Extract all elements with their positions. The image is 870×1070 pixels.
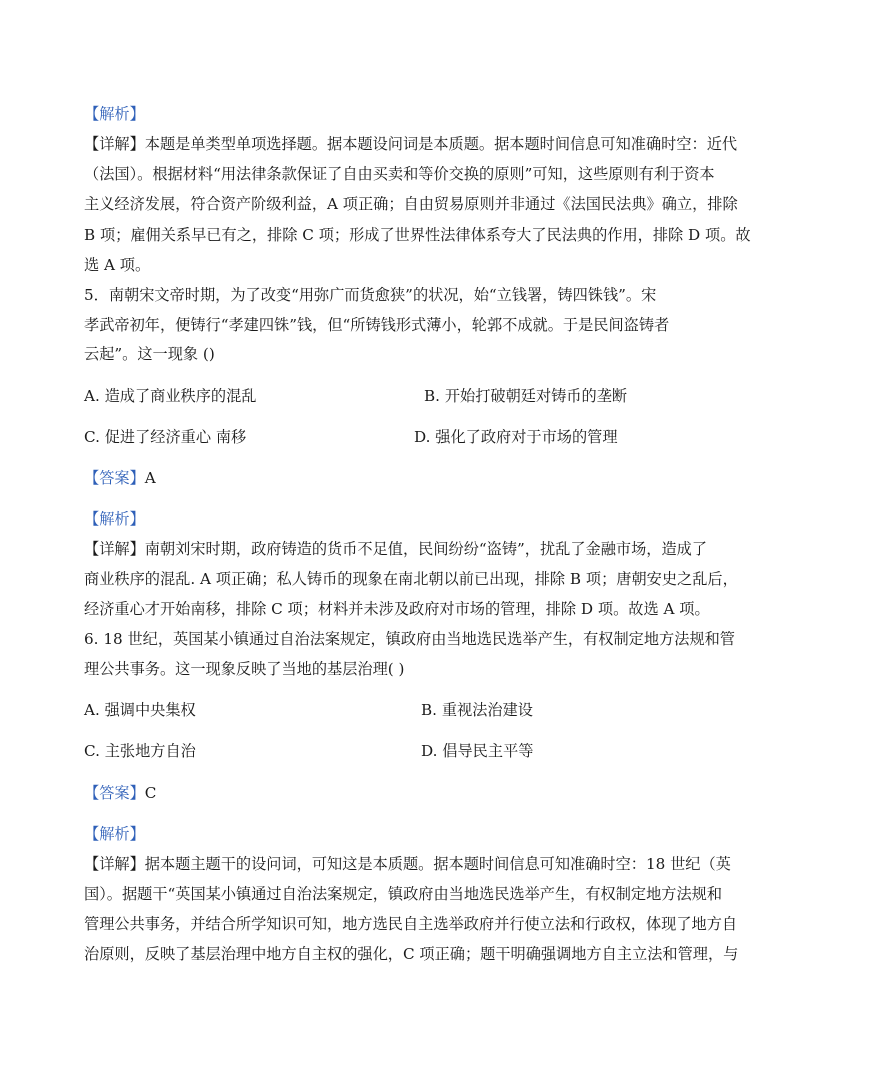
detail-paragraph-line: 国）。据题干“英国某小镇通过自治法案规定，镇政府由当地选民选举产生，有权制定地方法规和 bbox=[84, 885, 723, 903]
option-d: D. 倡导民主平等 bbox=[421, 742, 534, 760]
answer-value: A bbox=[144, 469, 156, 487]
question-stem-line: 6. 18 世纪，英国某小镇通过自治法案规定，镇政府由当地选民选举产生，有权制定地方法规和管 bbox=[84, 630, 735, 648]
answer-label: 【答案】 bbox=[84, 469, 145, 487]
answer-line bbox=[84, 783, 156, 803]
detail-paragraph-line: 主义经济发展，符合资产阶级利益，A 项正确；自由贸易原则并非通过《法国民法典》确立，排除 bbox=[84, 195, 738, 213]
option-a: A. 强调中央集权 bbox=[84, 701, 196, 719]
analysis-label: 【解析】 bbox=[84, 105, 145, 123]
detail-label: 【详解】 bbox=[84, 540, 145, 558]
option-c: C. 主张地方自治 bbox=[84, 742, 196, 760]
detail-paragraph-line: 选 A 项。 bbox=[84, 256, 151, 274]
question-stem-line: 5．南朝宋文帝时期，为了改变“用弥广而货愈狭”的状况，始“立钱署，铸四铢钱”。宋 bbox=[84, 286, 657, 304]
detail-paragraph-line: （法国）。根据材料“用法律条款保证了自由买卖和等价交换的原则”可知，这些原则有利于资本 bbox=[84, 165, 715, 183]
question-stem-line: 理公共事务。这一现象反映了当地的基层治理( ) bbox=[84, 660, 405, 678]
detail-paragraph-line: 管理公共事务，并结合所学知识可知，地方选民自主选举政府并行使立法和行政权，体现了地方自 bbox=[84, 915, 738, 933]
answer-label: 【答案】 bbox=[84, 784, 145, 802]
detail-label: 【详解】 bbox=[84, 855, 145, 873]
detail-paragraph-line: 商业秩序的混乱. A 项正确；私人铸币的现象在南北朝以前已出现，排除 B 项；唐朝安史之乱后， bbox=[84, 570, 738, 588]
analysis-label: 【解析】 bbox=[84, 510, 145, 528]
question-stem-line: 云起”。这一现象 () bbox=[84, 345, 215, 363]
answer-value: C bbox=[144, 784, 157, 802]
analysis-label: 【解析】 bbox=[84, 825, 145, 843]
option-b: B. 开始打破朝廷对铸币的垄断 bbox=[424, 387, 628, 405]
detail-paragraph-line: 【详解】本题是单类型单项选择题。据本题设问词是本质题。据本题时间信息可知准确时空：近代 bbox=[84, 135, 738, 153]
detail-paragraph-line: 经济重心才开始南移，排除 C 项；材料并未涉及政府对市场的管理，排除 D 项。故选 A 项。 bbox=[84, 600, 710, 618]
option-a: A. 造成了商业秩序的混乱 bbox=[84, 387, 257, 405]
question-stem-line: 孝武帝初年，便铸行“孝建四铢”钱，但“所铸钱形式薄小，轮郭不成就。于是民间盗铸者 bbox=[84, 316, 670, 334]
option-b: B. 重视法治建设 bbox=[421, 701, 533, 719]
detail-paragraph-line: B 项；雇佣关系早已有之，排除 C 项；形成了世界性法律体系夸大了民法典的作用，排除 D 项。故 bbox=[84, 226, 751, 244]
detail-paragraph-line: 治原则，反映了基层治理中地方自主权的强化，C 项正确；题干明确强调地方自主立法和管理，与 bbox=[84, 945, 739, 963]
detail-paragraph-line: 【详解】南朝刘宋时期，政府铸造的货币不足值，民间纷纷“盗铸”，扰乱了金融市场，造成了 bbox=[84, 540, 708, 558]
option-c: C. 促进了经济重心 南移 bbox=[84, 428, 247, 446]
answer-line bbox=[84, 468, 156, 488]
detail-label: 【详解】 bbox=[84, 135, 145, 153]
detail-paragraph-line: 【详解】据本题主题干的设问词，可知这是本质题。据本题时间信息可知准确时空：18 世纪（英 bbox=[84, 855, 731, 873]
option-d: D. 强化了政府对于市场的管理 bbox=[414, 428, 618, 446]
